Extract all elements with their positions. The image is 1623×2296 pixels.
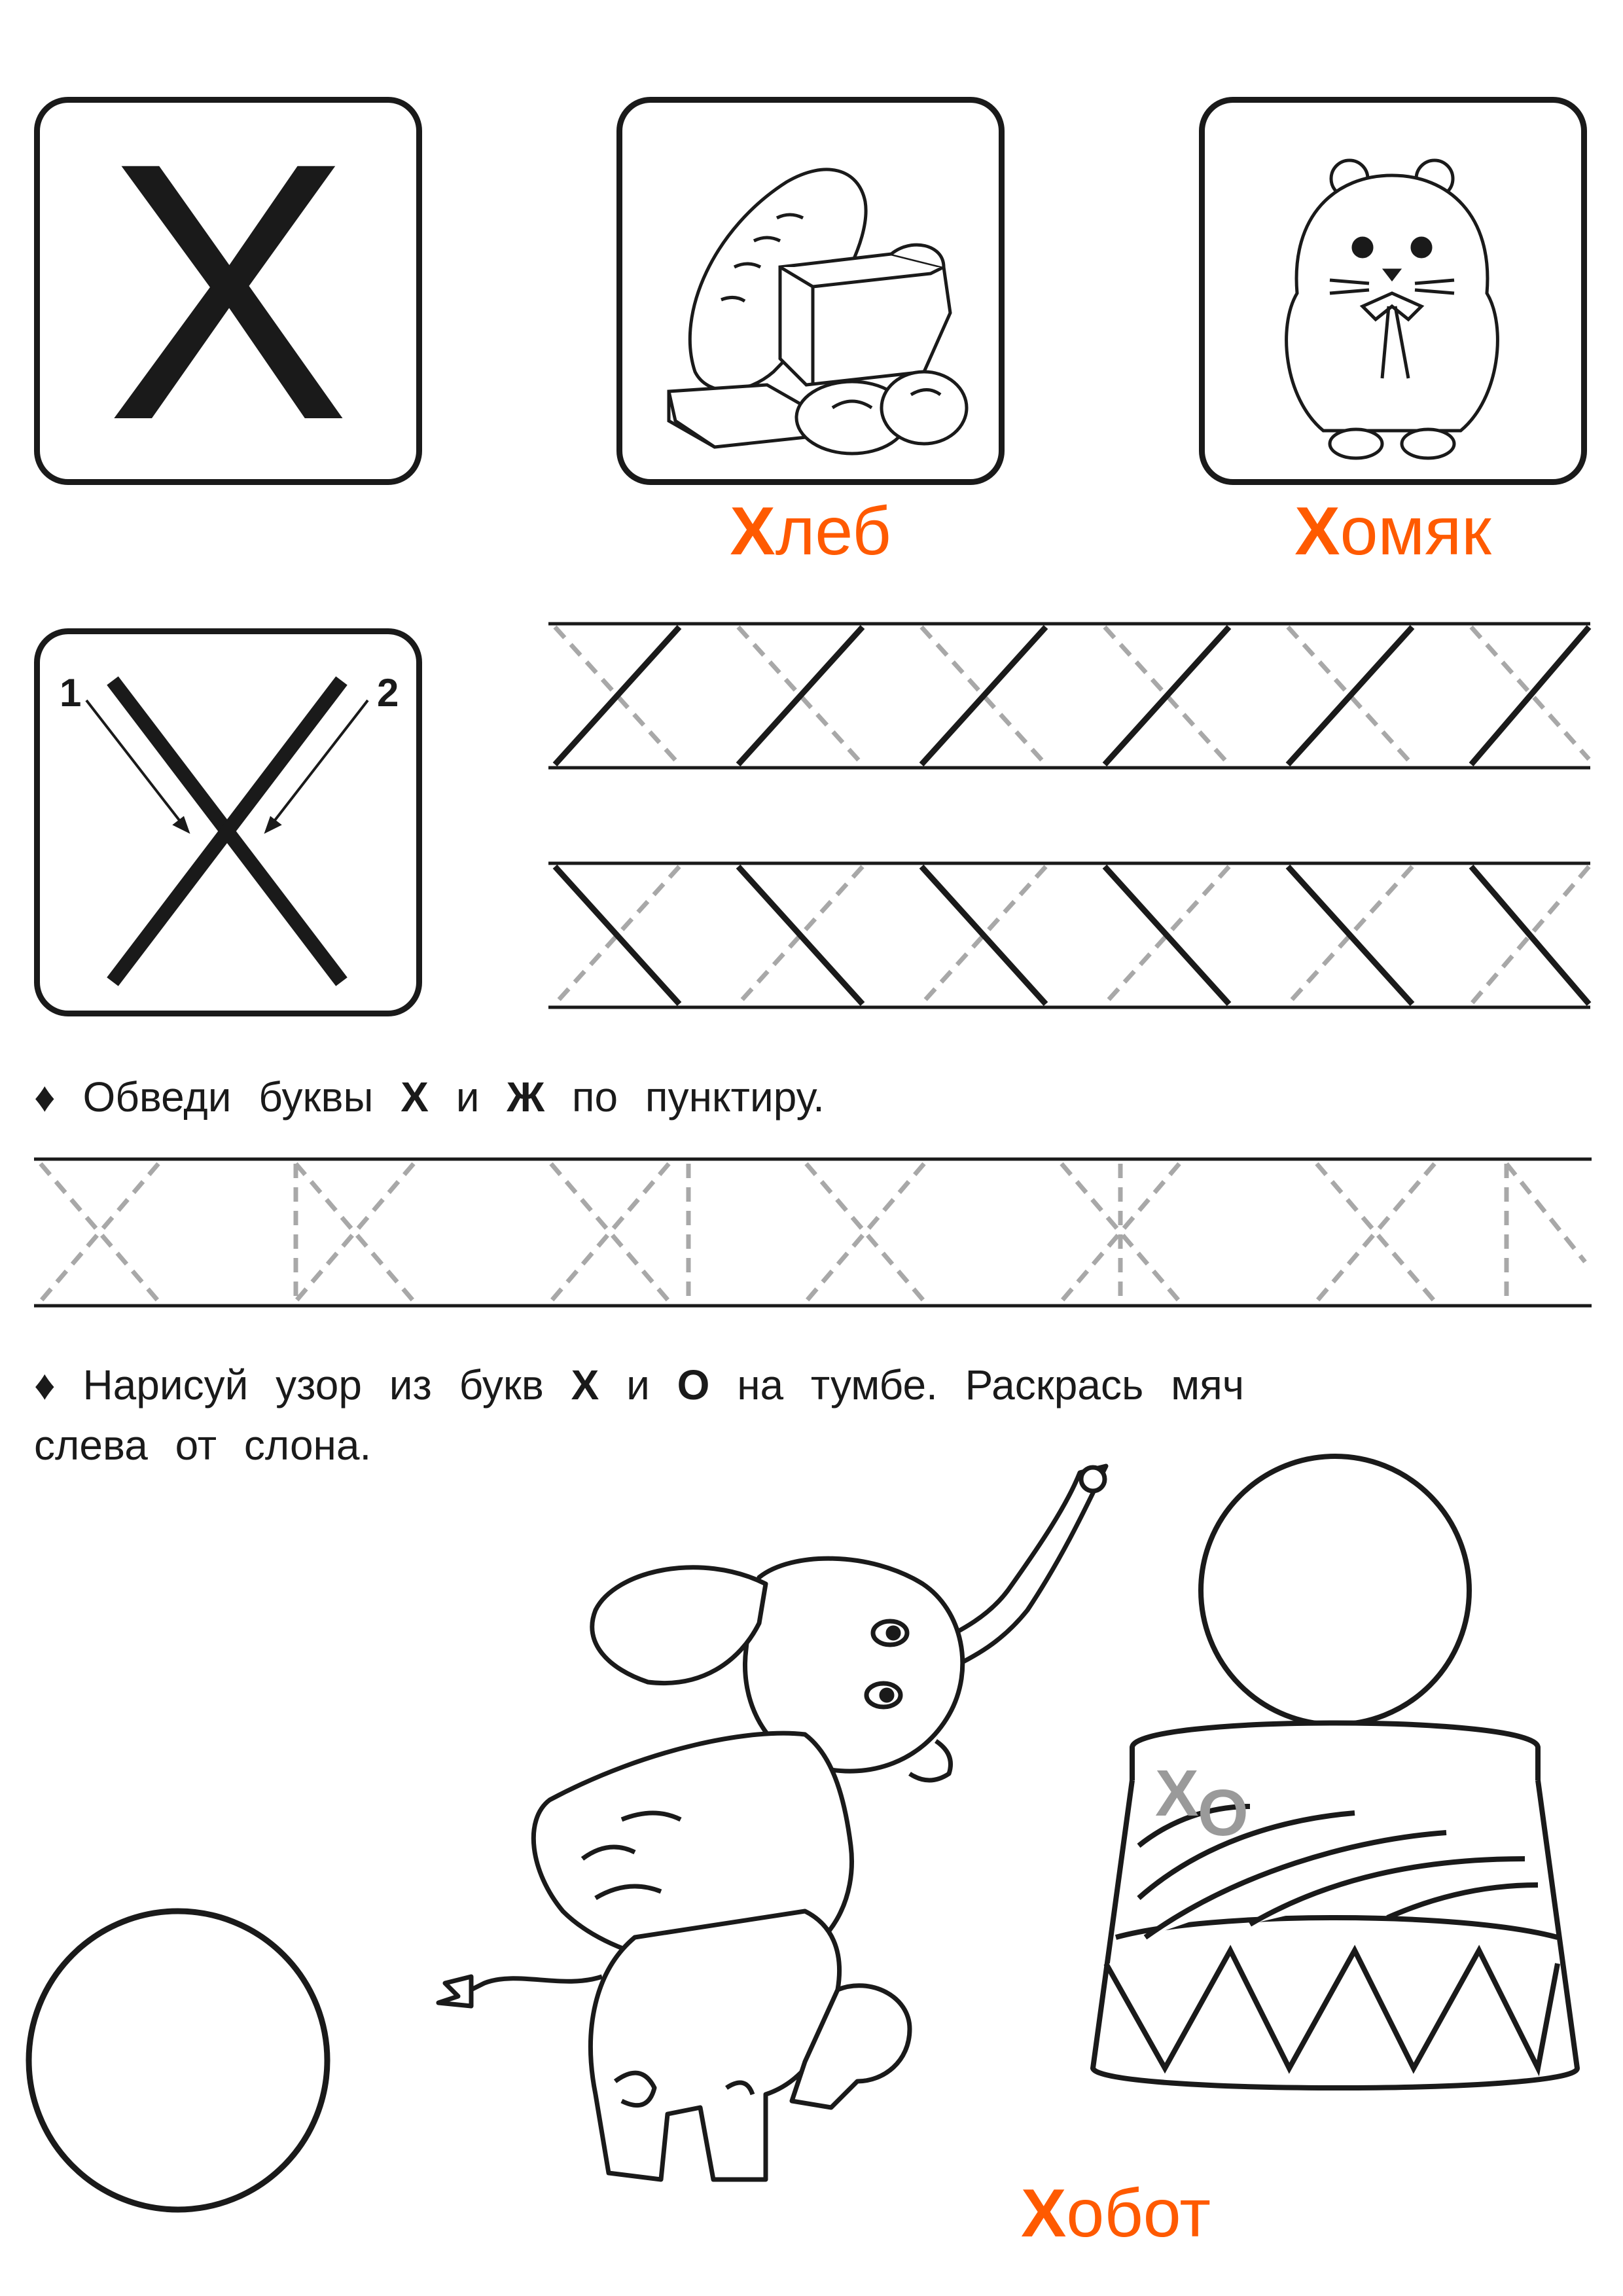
ball-icon [21,1903,335,2217]
stroke-order-card [34,628,422,1016]
stroke-order-x [34,628,422,1016]
bread-card [616,97,1005,485]
trace-row-x-right [548,622,1590,770]
instruction-pattern: ♦ Нарисуй узор из букв Х и О на тумбе. Раскрась мяч [34,1361,1245,1408]
instruction-trace: ♦ Обведи буквы Х и Ж по пунктиру. [34,1073,825,1121]
instruction-pattern-line2: слева от слона. [34,1422,372,1469]
hamster-icon [1199,97,1587,485]
stroke-number-2: 2 [377,671,399,715]
letter-card [34,86,422,496]
hamster-card [1199,97,1587,485]
bread-icon [616,97,1005,485]
arrow-icon [86,700,368,831]
elephant-icon [334,1453,1158,2225]
stroke-number-1: 1 [60,671,82,715]
big-letter: Х [105,86,351,496]
word-trunk: Хобот [1021,2176,1211,2251]
trace-row-dashed-x [34,1157,1592,1308]
word-bread: Хлеб [730,493,891,569]
pedestal-icon [1080,1440,1577,2160]
word-hamster: Хомяк [1294,493,1491,569]
pedestal-hint-o: О [1198,1776,1249,1850]
trace-row-x-left [548,861,1590,1009]
dashed-zh-verticals [296,1164,1507,1301]
pedestal-hint-x: Х [1155,1757,1199,1830]
